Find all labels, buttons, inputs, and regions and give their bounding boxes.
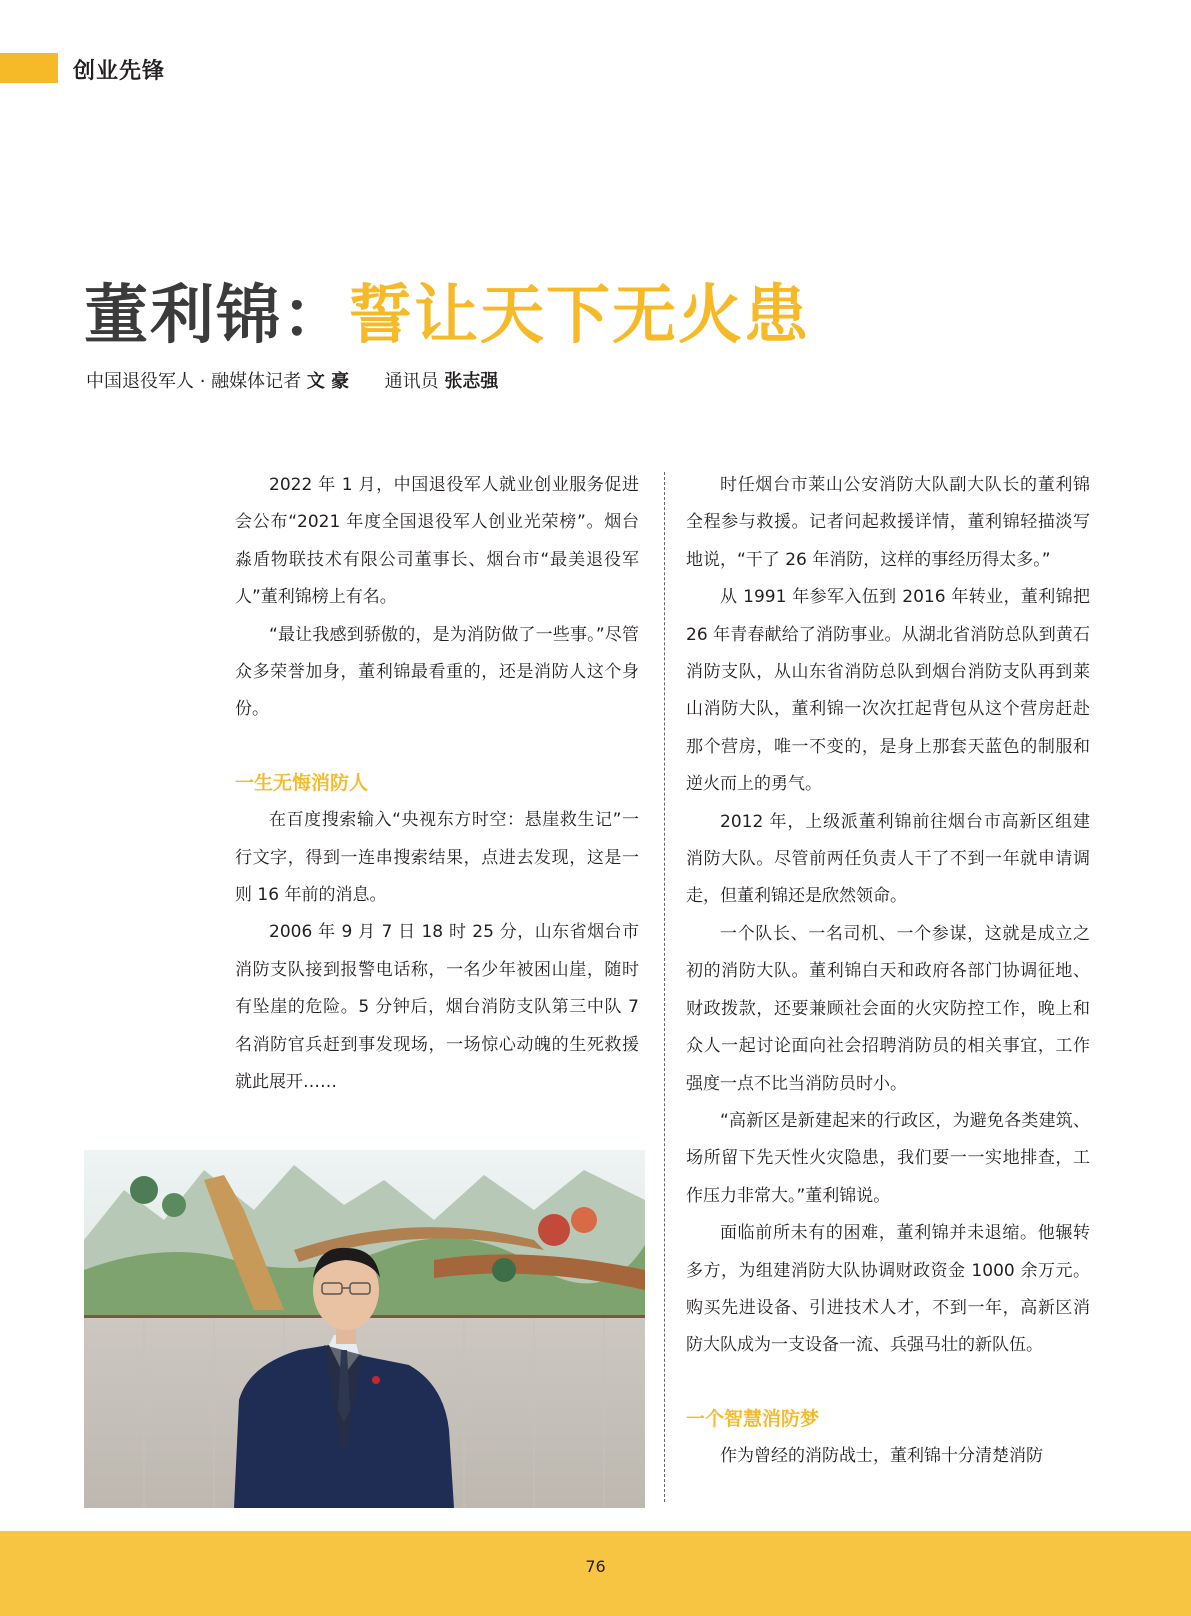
column-divider <box>664 472 665 1502</box>
title-name: 董利锦： <box>84 279 348 353</box>
byline <box>86 367 498 393</box>
paragraph: 一个队长、一名司机、一个参谋，这就是成立之初的消防大队。董利锦白天和政府各部门协调征地、财政拨款，还要兼顾社会面的火灾防控工作，晚上和众人一起讨论面向社会招聘消防员的相关事宜，工作强度一点不比当消防员时小。 <box>686 923 1090 1094</box>
section-heading: 一个智慧消防梦 <box>686 1407 820 1430</box>
paragraph: 在百度搜索输入“央视东方时空：悬崖救生记”一行文字，得到一连串搜索结果，点进去发现，这是一则 16 年前的消息。 <box>235 810 639 906</box>
reporter-name: 文 豪 <box>306 371 350 392</box>
paragraph: 面临前所未有的困难，董利锦并未退缩。他辗转多方，为组建消防大队协调财政资金 1000 余万元。购买先进设备、引进技术人才，不到一年，高新区消防大队成为一支设备一流、兵强马壮的新队伍。 <box>686 1223 1090 1356</box>
page-number: 76 <box>585 1557 606 1576</box>
section-heading: 一生无悔消防人 <box>235 771 369 794</box>
article-title <box>84 264 810 356</box>
correspondent-name: 张志强 <box>444 371 499 392</box>
right-column <box>686 467 1090 1476</box>
paragraph: “高新区是新建起来的行政区，为避免各类建筑、场所留下先天性火灾隐患，我们要一一实地排查，工作压力非常大。”董利锦说。 <box>686 1110 1090 1206</box>
paragraph: 2022 年 1 月，中国退役军人就业创业服务促进会公布“2021 年度全国退役军人创业光荣榜”。烟台淼盾物联技术有限公司董事长、烟台市“最美退役军人”董利锦榜上有名。 <box>235 475 639 608</box>
title-subtitle: 誓让天下无火患 <box>348 279 810 353</box>
correspondent-prefix: 通讯员 <box>384 371 439 392</box>
reporter-prefix: 中国退役军人 · 融媒体记者 <box>86 371 302 392</box>
paragraph: 2012 年，上级派董利锦前往烟台市高新区组建消防大队。尽管前两任负责人干了不到一年就申请调走，但董利锦还是欣然领命。 <box>686 811 1090 907</box>
paragraph: “最让我感到骄傲的，是为消防做了一些事。”尽管众多荣誉加身，董利锦最看重的，还是消防人这个身份。 <box>235 624 639 720</box>
section-color-bar <box>0 53 58 83</box>
portrait-photo <box>84 1150 645 1508</box>
paragraph: 从 1991 年参军入伍到 2016 年转业，董利锦把 26 年青春献给了消防事业。从湖北省消防总队到黄石消防支队，从山东省消防总队到烟台消防支队再到莱山消防大队，董利锦一次次扛起背包从这个营房赶赴那个营房，唯一不变的，是身上那套天蓝色的制服和逆火而上的勇气。 <box>686 587 1090 795</box>
paragraph: 2006 年 9 月 7 日 18 时 25 分，山东省烟台市消防支队接到报警电话称，一名少年被困山崖，随时有坠崖的危险。5 分钟后，烟台消防支队第三中队 7 名消防官兵赶到事发现场，一场惊心动魄的生死救援就此展开…… <box>235 922 639 1093</box>
section-label: 创业先锋 <box>73 59 166 84</box>
paragraph: 作为曾经的消防战士，董利锦十分清楚消防 <box>720 1446 1043 1467</box>
paragraph: 时任烟台市莱山公安消防大队副大队长的董利锦全程参与救援。记者问起救援详情，董利锦轻描淡写地说，“干了 26 年消防，这样的事经历得太多。” <box>686 475 1090 570</box>
left-column <box>235 467 639 1102</box>
